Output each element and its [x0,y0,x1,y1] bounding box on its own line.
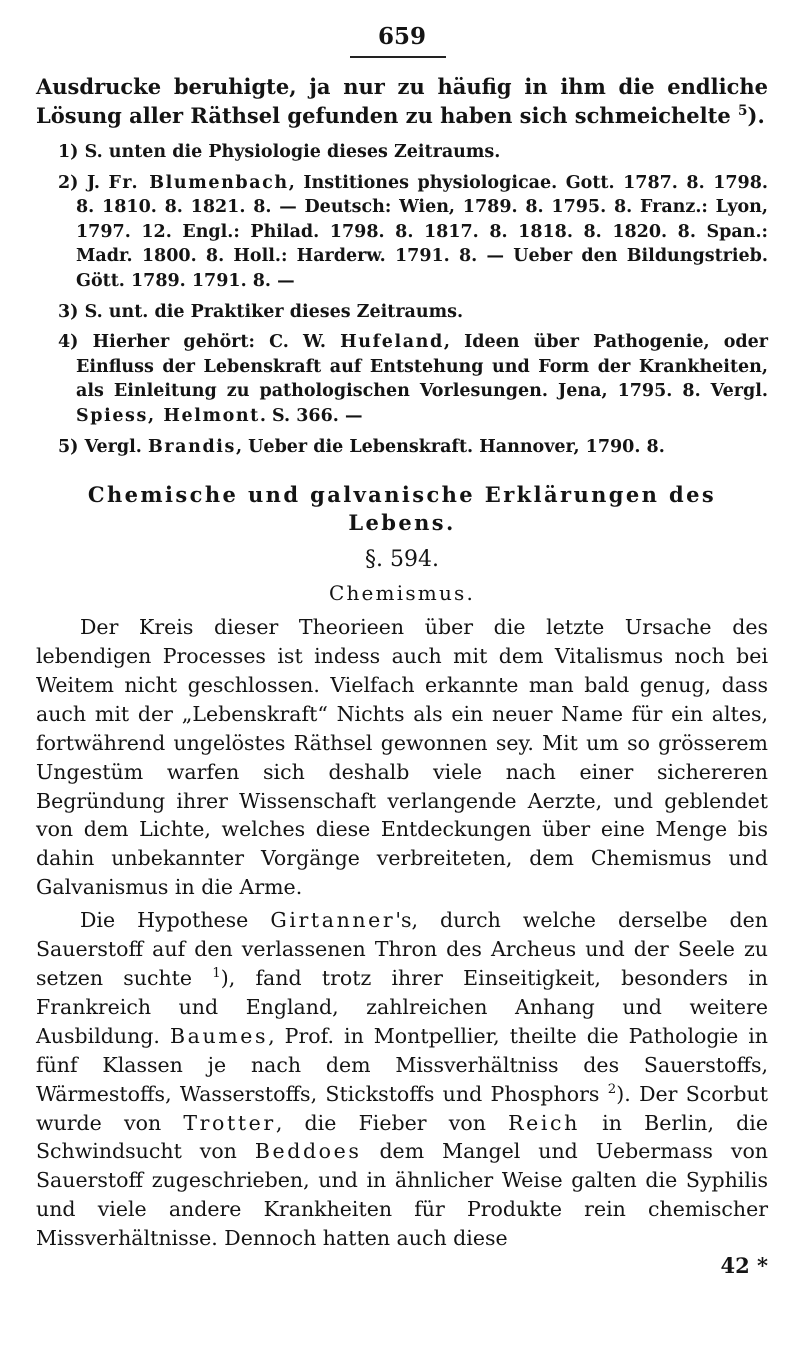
signature-mark: 42 * [720,1253,768,1279]
person-name: Girtanner [270,908,396,933]
book-page [36,22,769,1279]
body-text: Die Hypothese [80,908,271,933]
footnote-5 [58,435,768,460]
footnote-text: J. [86,172,109,193]
person-name: Reich [508,1110,580,1135]
author-name: Brandis [147,436,236,457]
header-rule [350,56,446,58]
body-paragraph-1: Der Kreis dieser Theorieen über die letzte Ursache des lebendigen Processes ist indess auch mit dem Vitalismus noch bei Weitem nicht geschlossen. Vielfach erkannte man bald genug, dass auch mit der „Lebenskraft“ Nichts als ein neuer Name für ein altes, fortwährend ungelöstes Räthsel gewonnen sey. Mit um so grösserem Ungestüm warfen sich deshalb viele nach einer sichereren Begründung ihrer Wissenschaft verlangende Aerzte, und geblendet von dem Lichte, welches diese Entdeckungen über eine Menge bis dahin unbekannter Vorgänge verbreiteten, dem Chemismus und Galvanismus in die Arme. [36,615,768,900]
footnote-ref: 2 [607,1081,617,1097]
body-text: , Prof. in Montpellier, theilte die Pathologie in fünf Klassen je nach dem Missverhältniss des Sauerstoffs, Wärmestoffs, Wasserstoffs, Stickstoffs und Phosphors [36,1023,768,1106]
footnote-text: Vergl. [84,436,148,457]
chapter-heading: Chemische und galvanische Erklärungen des Lebens. [87,482,717,536]
footnote-text: , Ideen über Pathogenie, oder Einfluss der Lebenskraft auf Entstehung und Form der Krankheiten, als Einleitung zu pathologischen Vorlesungen. Jena, 1795. 8. Vergl. [76,332,769,402]
footnote-1 [58,140,768,165]
body-text: , die Fieber von [275,1110,509,1135]
footnotes [58,140,768,459]
footnote-mark: 4) [58,332,79,353]
body-text: ), fand trotz ihrer Einseitigkeit, besonders in Frankreich und England, zahlreichen Anhang und weitere Ausbildung. [36,966,768,1048]
footnote-text: , Ueber die Lebenskraft. Hannover, 1790. 8. [235,436,665,457]
body-text: 's, durch welche derselbe den Sauerstoff auf den verlassenen Thron des Archeus und der Seele zu setzen suchte [36,908,769,990]
body-paragraph-2 [36,906,768,1253]
person-name: Baumes [169,1023,269,1048]
continuation-paragraph [36,72,768,130]
footnote-text: Hierher gehört: C. W. [92,332,341,353]
author-name: Fr. Blumenbach [108,172,289,193]
footnote-3 [58,300,768,325]
footnote-4 [58,330,768,428]
person-name: Trotter [183,1110,276,1135]
footnote-text: , Institiones physiologicae. Gott. 1787. 8. 1798. 8. 1810. 8. 1821. 8. — Deutsch: Wien, 1789. 8. 1795. 8. Franz.: Lyon, 1797. 12. Engl.: Philad. 1798. 8. 1817. 8. 1818. 8. 1820. 8. Span.: Madr. 1800. 8. Holl.: Harderw. 1791. 8. — Ueber den Bildungstrieb. Gött. 1789. 1791. 8. — [76,172,768,291]
person-name: Beddoes [254,1139,362,1164]
footnote-text: . S. 366. — [259,405,363,426]
footnote-ref: 5 [738,103,748,119]
body-text: in Berlin, die Schwindsucht von [36,1110,768,1164]
section-title: Chemismus. [328,581,476,606]
footnote-mark: 5) [58,436,79,457]
continuation-end: ). [747,103,765,128]
author-name: Spiess, Helmont [76,405,260,426]
footnote-2 [58,171,768,294]
author-name: Hufeland [340,332,444,353]
section-number: §. 594. [365,547,439,573]
footnote-mark: 3) [58,301,79,322]
footnote-ref: 1 [212,966,221,982]
body-text: ). Der Scorbut wurde von [36,1081,768,1135]
page-number: 659 [377,23,426,50]
continuation-text: Ausdrucke beruhigte, ja nur zu häufig in ihm die endliche Lösung aller Räthsel gefunden zu haben sich schmeichelte [36,74,768,128]
body-text: dem Mangel und Uebermass von Sauerstoff zugeschrieben, und in ähnlicher Weise galten die Syphilis und viele andere Krankheiten für Produkte rein chemischer Missverhältnisse. Dennoch hatten auch diese [36,1139,768,1251]
footnote-text: S. unt. die Praktiker dieses Zeitraums. [84,301,464,322]
footnote-text: S. unten die Physiologie dieses Zeitraums. [84,142,501,162]
footnote-mark: 1) [58,142,79,162]
footnote-mark: 2) [58,172,79,193]
